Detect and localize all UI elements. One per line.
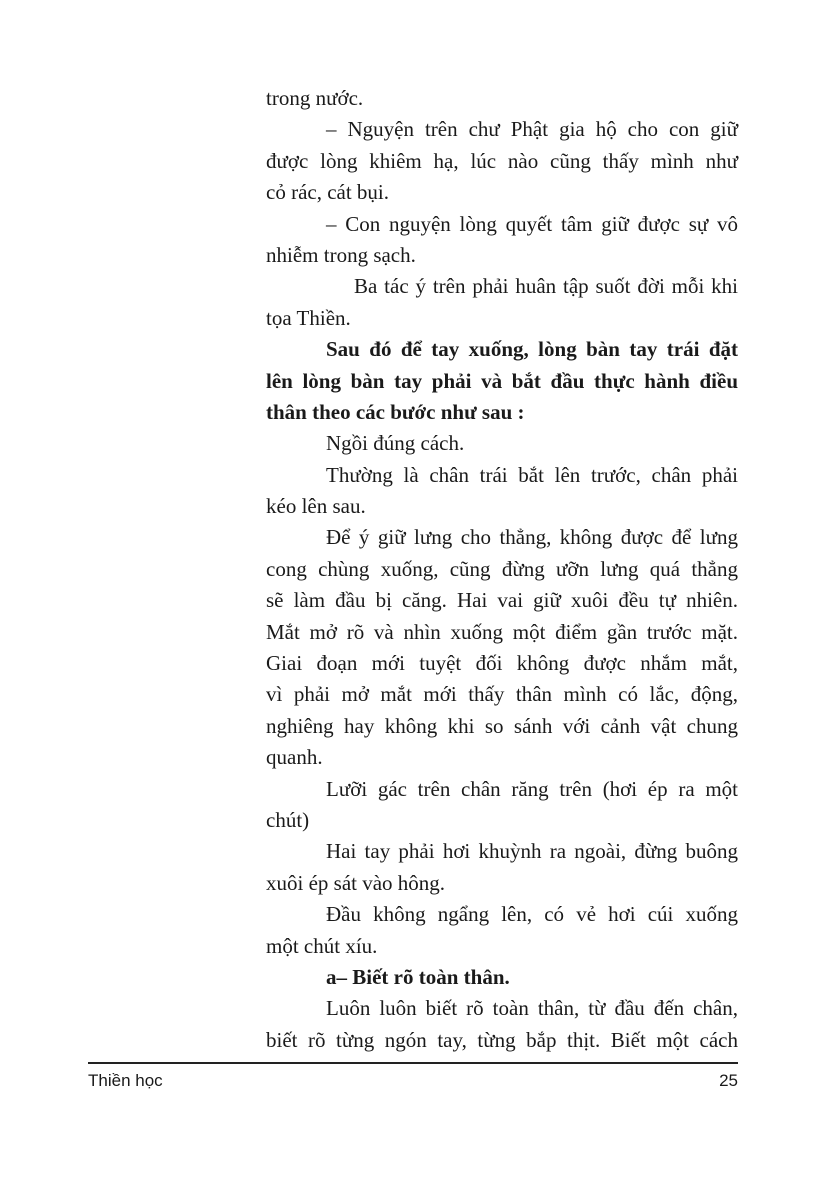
text-line: cỏ rác, cát bụi. — [266, 180, 390, 205]
section-heading: a– Biết rõ toàn thân. — [326, 964, 510, 989]
text-line: sẽ làm đầu bị căng. Hai vai giữ xuôi đều tự nhiên. — [266, 588, 738, 613]
footer-book-title: Thiền học — [88, 1071, 163, 1090]
text-line: Lưỡi gác trên chân răng trên (hơi ép ra một — [326, 776, 738, 801]
footer-divider — [88, 1062, 738, 1064]
text-line: một chút xíu. — [266, 933, 378, 958]
text-line: kéo lên sau. — [266, 494, 366, 519]
text-line: Để ý giữ lưng cho thẳng, không được để lưng — [326, 525, 738, 550]
text-line: chút) — [266, 807, 310, 832]
text-line: Mắt mở rõ và nhìn xuống một điểm gần trước mặt. — [266, 619, 738, 644]
text-line: Đầu không ngẩng lên, có vẻ hơi cúi xuống — [326, 902, 738, 927]
bold-text-line: lên lòng bàn tay phải và bắt đầu thực hành điều — [266, 368, 738, 393]
text-line: Ba tác ý trên phải huân tập suốt đời mỗi khi — [354, 274, 738, 299]
text-line: – Nguyện trên chư Phật gia hộ cho con giữ — [326, 117, 738, 142]
text-line: tọa Thiền. — [266, 305, 351, 330]
text-line: nghiêng hay không khi so sánh với cảnh vật chung — [266, 713, 738, 738]
text-line: nhiễm trong sạch. — [266, 242, 416, 267]
text-line: Hai tay phải hơi khuỳnh ra ngoài, đừng buông — [326, 839, 738, 864]
text-line: quanh. — [266, 745, 323, 770]
text-line: cong chùng xuống, cũng đừng ưỡn lưng quá thẳng — [266, 556, 738, 581]
text-line: xuôi ép sát vào hông. — [266, 870, 446, 895]
text-line: Ngồi đúng cách. — [326, 431, 465, 456]
text-line: được lòng khiêm hạ, lúc nào cũng thấy mình như — [266, 148, 738, 173]
text-line: Thường là chân trái bắt lên trước, chân phải — [326, 462, 738, 487]
text-line: – Con nguyện lòng quyết tâm giữ được sự vô — [326, 211, 738, 236]
bold-text-line: thân theo các bước như sau : — [266, 399, 525, 424]
text-line: biết rõ từng ngón tay, từng bắp thịt. Biết một cách — [266, 1027, 738, 1052]
text-line: trong nước. — [266, 86, 364, 110]
text-line: Giai đoạn mới tuyệt đối không được nhắm mắt, — [266, 651, 738, 676]
footer-page-number: 25 — [719, 1071, 738, 1090]
bold-text-line: Sau đó để tay xuống, lòng bàn tay trái đặt — [326, 337, 738, 362]
body-text — [266, 83, 738, 1056]
text-line: vì phải mở mắt mới thấy thân mình có lắc, động, — [266, 682, 738, 707]
text-line: Luôn luôn biết rõ toàn thân, từ đầu đến chân, — [326, 996, 738, 1021]
